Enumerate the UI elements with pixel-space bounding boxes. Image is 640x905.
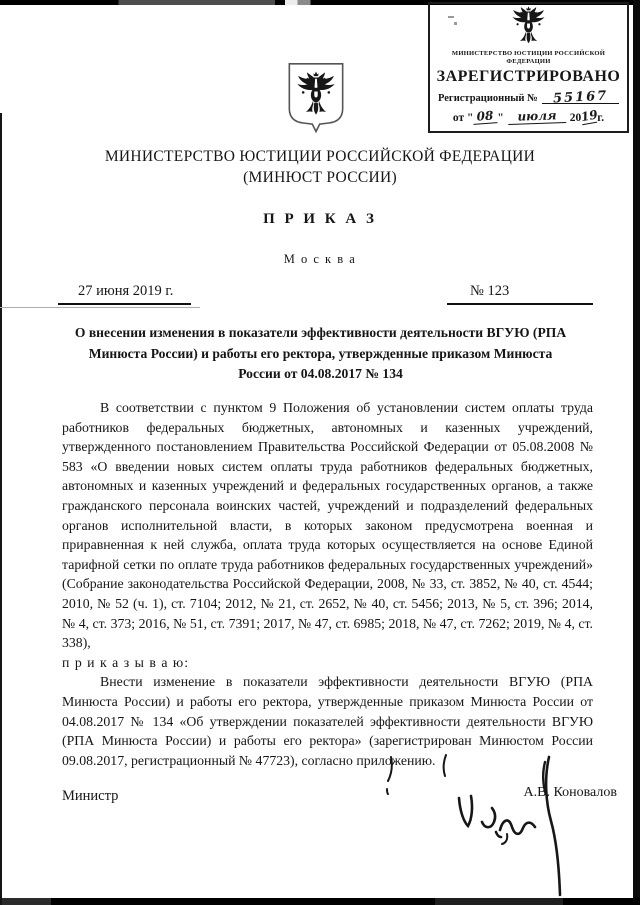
stamp-year-hand-value: 19 [580, 107, 599, 125]
decree-word: п р и к а з ы в а ю: [62, 654, 190, 670]
stamp-reg-number-blank [542, 88, 619, 107]
stamp-year-suffix: г. [597, 112, 605, 124]
signer-name: А.В. Коновалов [523, 785, 617, 800]
stamp-from-label: от [452, 112, 465, 124]
number-underline [447, 303, 593, 305]
handwritten-signature-icon [370, 722, 580, 898]
stamp-eagle-icon [511, 6, 546, 44]
date-underline [58, 303, 191, 305]
stamp-year-printed: 20 [569, 112, 582, 124]
coat-of-arms-icon [284, 60, 348, 138]
doc-city: М о с к в а [283, 252, 357, 266]
page-border-left [0, 113, 2, 905]
stamp-month-value: июля [508, 108, 566, 125]
body-paragraph-1: В соответствии с пунктом 9 Положения об установлении систем оплаты труда работников федеральных бюджетных, автономных и казенных учреждений, утвержденного постановлением Правительства Российской Федерации от 05.08.2008 № 583 «О введении новых систем оплаты труда работников федеральных бюджетных, автономных и казенных учреждений и федеральных государственных органов, а также гражданского персонала воинских частей, учреждений и подразделений федеральных органов исполнительной власти, в которых законом предусмотрена военная и приравненная к ней служба, оплата труда которых осуществляется на основе Единой тарифной сетки по оплате труда работников федеральных государственных учреждений» (Собрание законодательства Российской Федерации, 2008, № 33, ст. 3852, № 40, ст. 4544; 2010, № 52 (ч. 1), ст. 7104; 2012, № 21, ст. 2652, № 40, ст. 5456; 2013, № 5, ст. 396; 2014, № 4, ст. 373; 2016, № 51, ст. 7391; 2017, № 47, ст. 6985; 2018, № 47, ст. 7262; 2019, № 4, ст. 338), [62, 400, 593, 651]
stamp-quote-close: " [497, 112, 504, 124]
stamp-quote-open: " [467, 112, 474, 124]
stamp-reg-number-label: Регистрационный № [438, 93, 538, 104]
stamp-reg-number-line [438, 88, 619, 107]
scan-speck [454, 22, 457, 25]
body-paragraph-2: Внести изменение в показатели эффективности деятельности ВГУЮ (РПА Минюста России) и работы его ректора, утвержденные приказом Минюста России от 04.08.2017 № 134 «Об утверждении показателей эффективности деятельности ВГУЮ (РПА Минюста России) и работы его ректора» (зарегистрирован Минюстом России 09.08.2017, регистрационный № 47723), согласно приложению. [62, 674, 593, 768]
document-header [40, 146, 600, 267]
stamp-day-value: 08 [473, 108, 498, 125]
scan-line [0, 307, 200, 308]
stamp-date-line [440, 109, 617, 124]
stamp-reg-number-value: 55167 [552, 88, 609, 107]
page-border-bottom [0, 898, 640, 905]
org-name: МИНИСТЕРСТВО ЮСТИЦИИ РОССИЙСКОЙ ФЕДЕРАЦИИ [104, 148, 536, 165]
doc-type-heading: П Р И К А З [263, 211, 377, 227]
date-number-row [0, 283, 640, 309]
doc-body [62, 398, 593, 770]
stamp-registered-label: ЗАРЕГИСТРИРОВАНО [436, 68, 621, 85]
org-short-name: (МИНЮСТ РОССИИ) [243, 169, 397, 186]
signer-role: Министр [62, 788, 119, 804]
doc-title: О внесении изменения в показатели эффективности деятельности ВГУЮ (РПА Минюста России) и работы его ректора, утвержденные приказом Минюста России от 04.08.2017 № 134 [74, 325, 567, 381]
page-border-right [633, 0, 640, 905]
doc-date: 27 июня 2019 г. [78, 283, 174, 299]
scan-speck [448, 16, 454, 18]
stamp-ministry-line: МИНИСТЕРСТВО ЮСТИЦИИ РОССИЙСКОЙ ФЕДЕРАЦИИ [451, 50, 606, 65]
registration-stamp [428, 2, 629, 133]
doc-number: № 123 [470, 283, 510, 299]
